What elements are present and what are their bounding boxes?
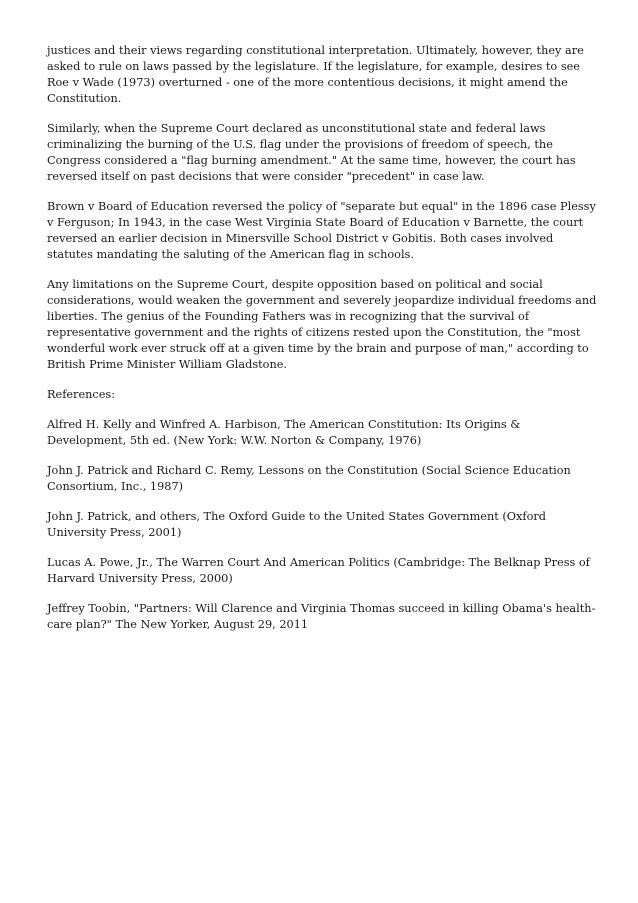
reference-item: John J. Patrick and Richard C. Remy, Lessons on the Constitution (Social Science Education Consortium, Inc., 1987) bbox=[47, 464, 571, 493]
document-page bbox=[47, 43, 597, 647]
body-paragraph: Similarly, when the Supreme Court declared as unconstitutional state and federal laws criminalizing the burning of the U.S. flag under the provisions of freedom of speech, the Congress considered a "flag burning amendment." At the same time, however, the court has reversed itself on past decisions that were consider "precedent" in case law. bbox=[47, 122, 576, 183]
body-paragraph: Brown v Board of Education reversed the policy of "separate but equal" in the 1896 case Plessy v Ferguson; In 1943, in the case West Virginia State Board of Education v Barnette, the court reversed an earlier decision in Minersville School District v Gobitis. Both cases involved statutes mandating the saluting of the American flag in schools. bbox=[47, 200, 596, 261]
reference-item: John J. Patrick, and others, The Oxford Guide to the United States Government (Oxford University Press, 2001) bbox=[47, 510, 547, 539]
reference-item: Alfred H. Kelly and Winfred A. Harbison, The American Constitution: Its Origins & Development, 5th ed. (New York: W.W. Norton & Company, 1976) bbox=[47, 418, 521, 447]
reference-item: Jeffrey Toobin, "Partners: Will Clarence and Virginia Thomas succeed in killing Obama's health-care plan?" The New Yorker, August 29, 2011 bbox=[47, 602, 596, 631]
references-heading: References: bbox=[47, 388, 116, 401]
body-paragraph: justices and their views regarding constitutional interpretation. Ultimately, however, they are asked to rule on laws passed by the legislature. If the legislature, for example, desires to see Roe v Wade (1973) overturned - one of the more contentious decisions, it might amend the Constitution. bbox=[47, 44, 584, 105]
body-paragraph: Any limitations on the Supreme Court, despite opposition based on political and social considerations, would weaken the government and severely jeopardize individual freedoms and liberties. The genius of the Founding Fathers was in recognizing that the survival of representative government and the rights of citizens rested upon the Constitution, the "most wonderful work ever struck off at a given time by the brain and purpose of man," according to British Prime Minister William Gladstone. bbox=[47, 278, 597, 371]
reference-item: Lucas A. Powe, Jr., The Warren Court And American Politics (Cambridge: The Belknap Press of Harvard University Press, 2000) bbox=[47, 556, 590, 585]
